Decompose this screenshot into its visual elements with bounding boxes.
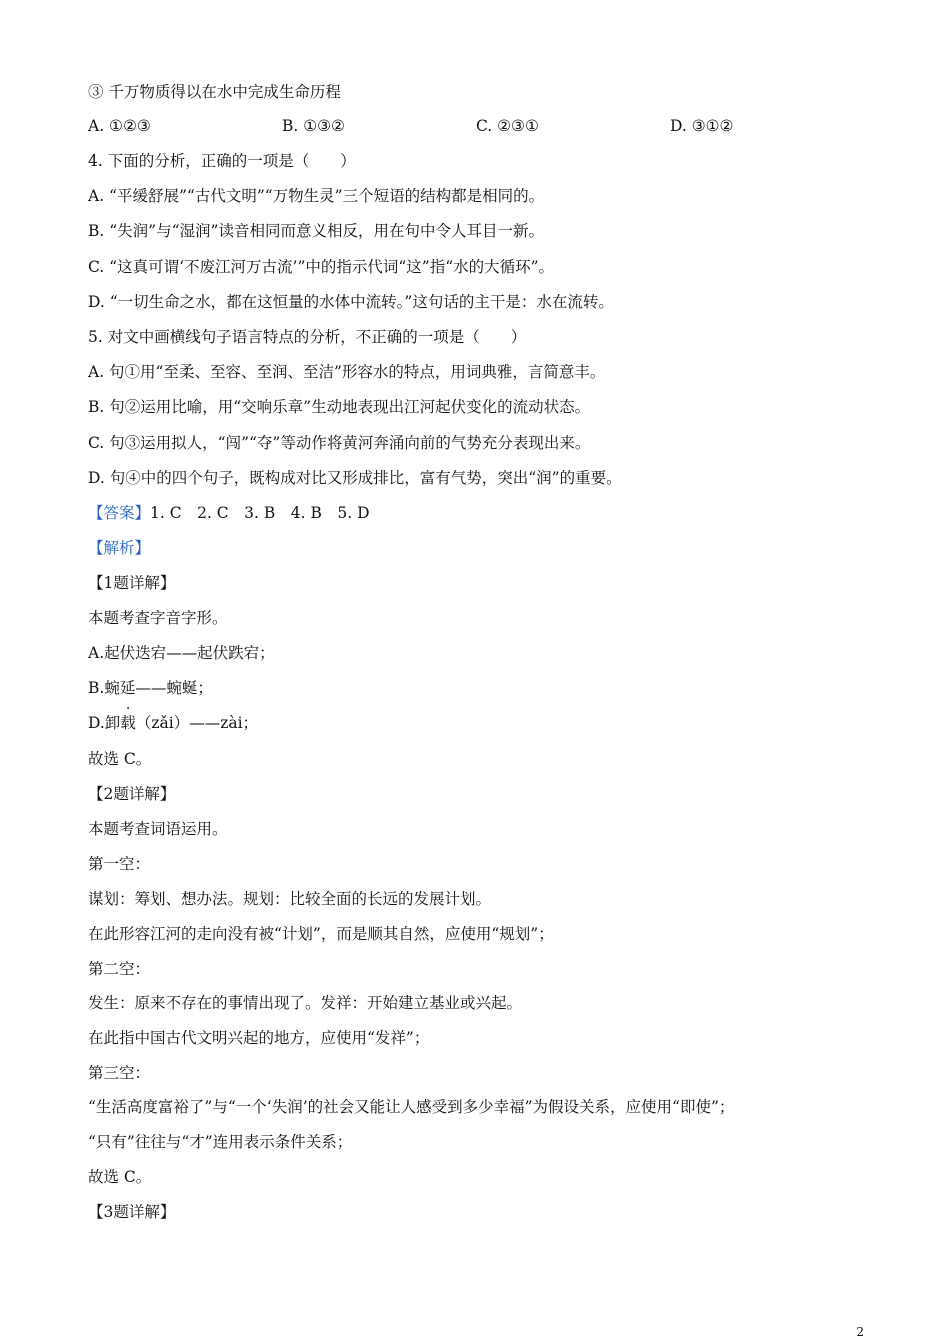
detail-2-line-1: 本题考查词语运用。 (88, 820, 228, 838)
detail-2-line-6: 发生：原来不存在的事情出现了。发祥：开始建立基业或兴起。 (88, 994, 523, 1012)
detail-2-heading: 【2题详解】 (88, 785, 176, 803)
q3-option-d: D. ③①② (670, 117, 734, 135)
q5-option-a: A. 句①用“至柔、至容、至润、至洁”形容水的特点，用词典雅，言简意丰。 (88, 363, 606, 381)
detail-1-line-5: 故选 C。 (88, 750, 152, 768)
q3-option-a: A. ①②③ (88, 117, 151, 135)
detail-2-line-4: 在此形容江河的走向没有被“计划”，而是顺其自然，应使用“规划”； (88, 925, 554, 943)
detail-1-line-1: 本题考查字音字形。 (88, 609, 228, 627)
q4-option-c: C. “这真可谓‘不废江河万古流’”中的指示代词“这”指“水的大循环”。 (88, 258, 555, 276)
emphasis-dot-char: 载 (120, 714, 136, 732)
detail-2-line-5: 第二空： (88, 960, 151, 978)
detail-1-heading: 【1题详解】 (88, 574, 176, 592)
answer-line (88, 503, 370, 523)
detail-2-line-11: 故选 C。 (88, 1168, 152, 1186)
detail-2-line-3: 谋划：筹划、想办法。规划：比较全面的长远的发展计划。 (88, 890, 492, 908)
q5-option-d: D. 句④中的四个句子，既构成对比又形成排比，富有气势，突出“润”的重要。 (88, 469, 622, 487)
detail-2-line-7: 在此指中国古代文明兴起的地方，应使用“发祥”； (88, 1029, 430, 1047)
q5-option-c: C. 句③运用拟人，“闯”“夺”等动作将黄河奔涌向前的气势充分表现出来。 (88, 434, 591, 452)
detail-3-heading: 【3题详解】 (88, 1203, 176, 1221)
analysis-tag: 【解析】 (88, 539, 151, 557)
detail-1-line-4-prefix: D.卸 (88, 714, 121, 732)
q3-option-b: B. ①③② (282, 117, 345, 135)
q3-option-c: C. ②③① (476, 117, 539, 135)
page-number: 2 (856, 1325, 864, 1339)
detail-1-line-4-suffix: （zǎi）——zài； (135, 714, 259, 732)
q5-option-b: B. 句②运用比喻，用“交响乐章”生动地表现出江河起伏变化的流动状态。 (88, 398, 591, 416)
detail-2-line-9: “生活高度富裕了”与“一个‘失润’的社会又能让人感受到多少幸福”为假设关系，应使用“即使”； (88, 1098, 735, 1116)
detail-2-line-2: 第一空： (88, 855, 151, 873)
q4-stem: 4. 下面的分析，正确的一项是（ ） (88, 152, 356, 170)
detail-2-line-10: “只有”往往与“才”连用表示条件关系； (88, 1133, 353, 1151)
detail-1-line-2: A.起伏迭宕——起伏跌宕； (88, 644, 275, 662)
detail-2-line-8: 第三空： (88, 1064, 151, 1082)
answer-text: 1. C 2. C 3. B 4. B 5. D (150, 504, 370, 522)
q4-option-a: A. “平缓舒展”“古代文明”“万物生灵”三个短语的结构都是相同的。 (88, 187, 545, 205)
q4-option-d: D. “一切生命之水，都在这恒量的水体中流转。”这句话的主干是：水在流转。 (88, 293, 614, 311)
q3-item-3: ③ 千万物质得以在水中完成生命历程 (88, 83, 341, 101)
answer-tag: 【答案】 (88, 504, 151, 522)
q5-stem: 5. 对文中画横线句子语言特点的分析，不正确的一项是（ ） (88, 328, 527, 346)
q4-option-b: B. “失润”与“湿润”读音相同而意义相反，用在句中令人耳目一新。 (88, 222, 544, 240)
detail-1-line-4 (88, 713, 258, 733)
detail-1-line-3: B.蜿延——蜿蜒； (88, 679, 213, 697)
